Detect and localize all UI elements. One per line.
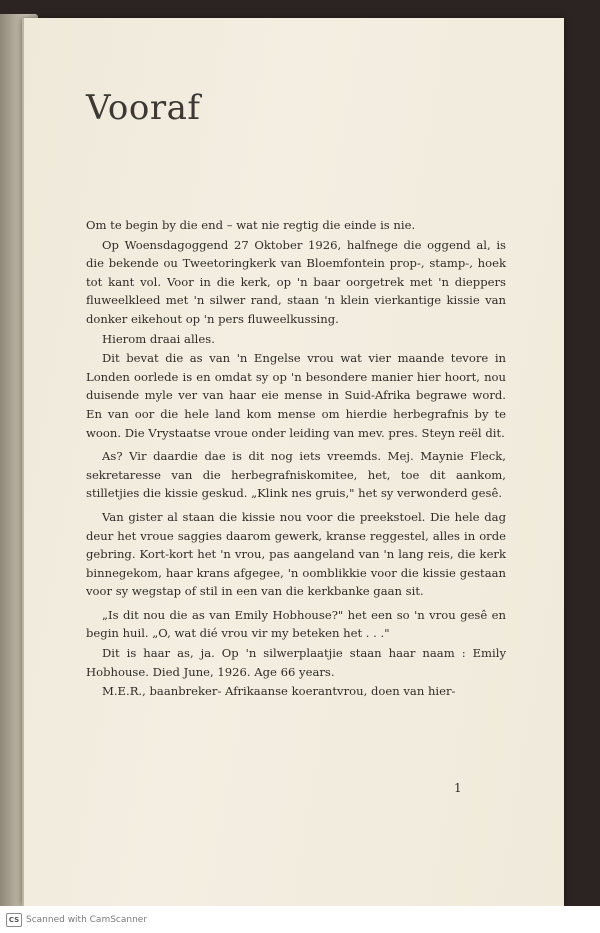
book-page: [22, 18, 564, 906]
page-number: 1: [454, 781, 462, 795]
camscanner-logo-icon: CS: [6, 913, 22, 927]
paragraph: As? Vir daardie dae is dit nog iets vreemds. Mej. Maynie Fleck, sekretaresse van die herbegrafniskomitee, het, toe dit aankom, stilletjies die kissie geskud. „Klink nes gruis," het sy verwonderd gesê.: [86, 449, 506, 501]
paragraph: Op Woensdagoggend 27 Oktober 1926, halfnege die oggend al, is die bekende ou Tweetoringkerk van Bloemfontein prop-, stamp-, hoek tot kant vol. Voor in die kerk, op 'n baar oorgetrek met 'n dieppers fluweelkleed met 'n silwer rand, staan 'n klein vierkantige kissie van donker eikehout op 'n pers fluweelkussing.: [86, 237, 506, 326]
paragraph: M.E.R., baanbreker- Afrikaanse koerantvrou, doen van hier-: [102, 684, 456, 699]
paragraph: Dit bevat die as van 'n Engelse vrou wat vier maande tevore in Londen oorlede is en omdat sy op 'n besondere manier hier hoort, nou duisende myle ver van haar eie mense in Suid-Afrika begrawe word. En van oor die hele land kom mense om hierdie herbegrafnis by te woon. Die Vrystaatse vroue onder leiding van mev. pres. Steyn reël dit.: [86, 351, 506, 440]
paragraph: Dit is haar as, ja. Op 'n silwerplaatjie staan haar naam : Emily Hobhouse. Died June, 1926. Age 66 years.: [86, 646, 506, 679]
chapter-title: Vooraf: [86, 88, 201, 128]
scanner-footer: [0, 906, 600, 933]
scanner-watermark-text: Scanned with CamScanner: [26, 914, 148, 925]
paragraph: Hierom draai alles.: [102, 331, 215, 346]
paragraph: Om te begin by die end – wat nie regtig die einde is nie.: [86, 218, 416, 232]
chapter-body: [86, 216, 506, 702]
paragraph: Van gister al staan die kissie nou voor die preekstoel. Die hele dag deur het vroue saggies daarom gewerk, kranse reggestel, alles in orde gebring. Kort-kort het 'n vrou, pas aangeland van 'n lang reis, die kerk binnegekom, haar krans afgegee, 'n oomblikkie voor die kissie gestaan voor sy wegstap of stil in een van die kerkbanke gaan sit.: [86, 509, 506, 599]
paragraph: „Is dit nou die as van Emily Hobhouse?" het een so 'n vrou gesê en begin huil. „O, wat dié vrou vir my beteken het . . .": [86, 607, 506, 641]
